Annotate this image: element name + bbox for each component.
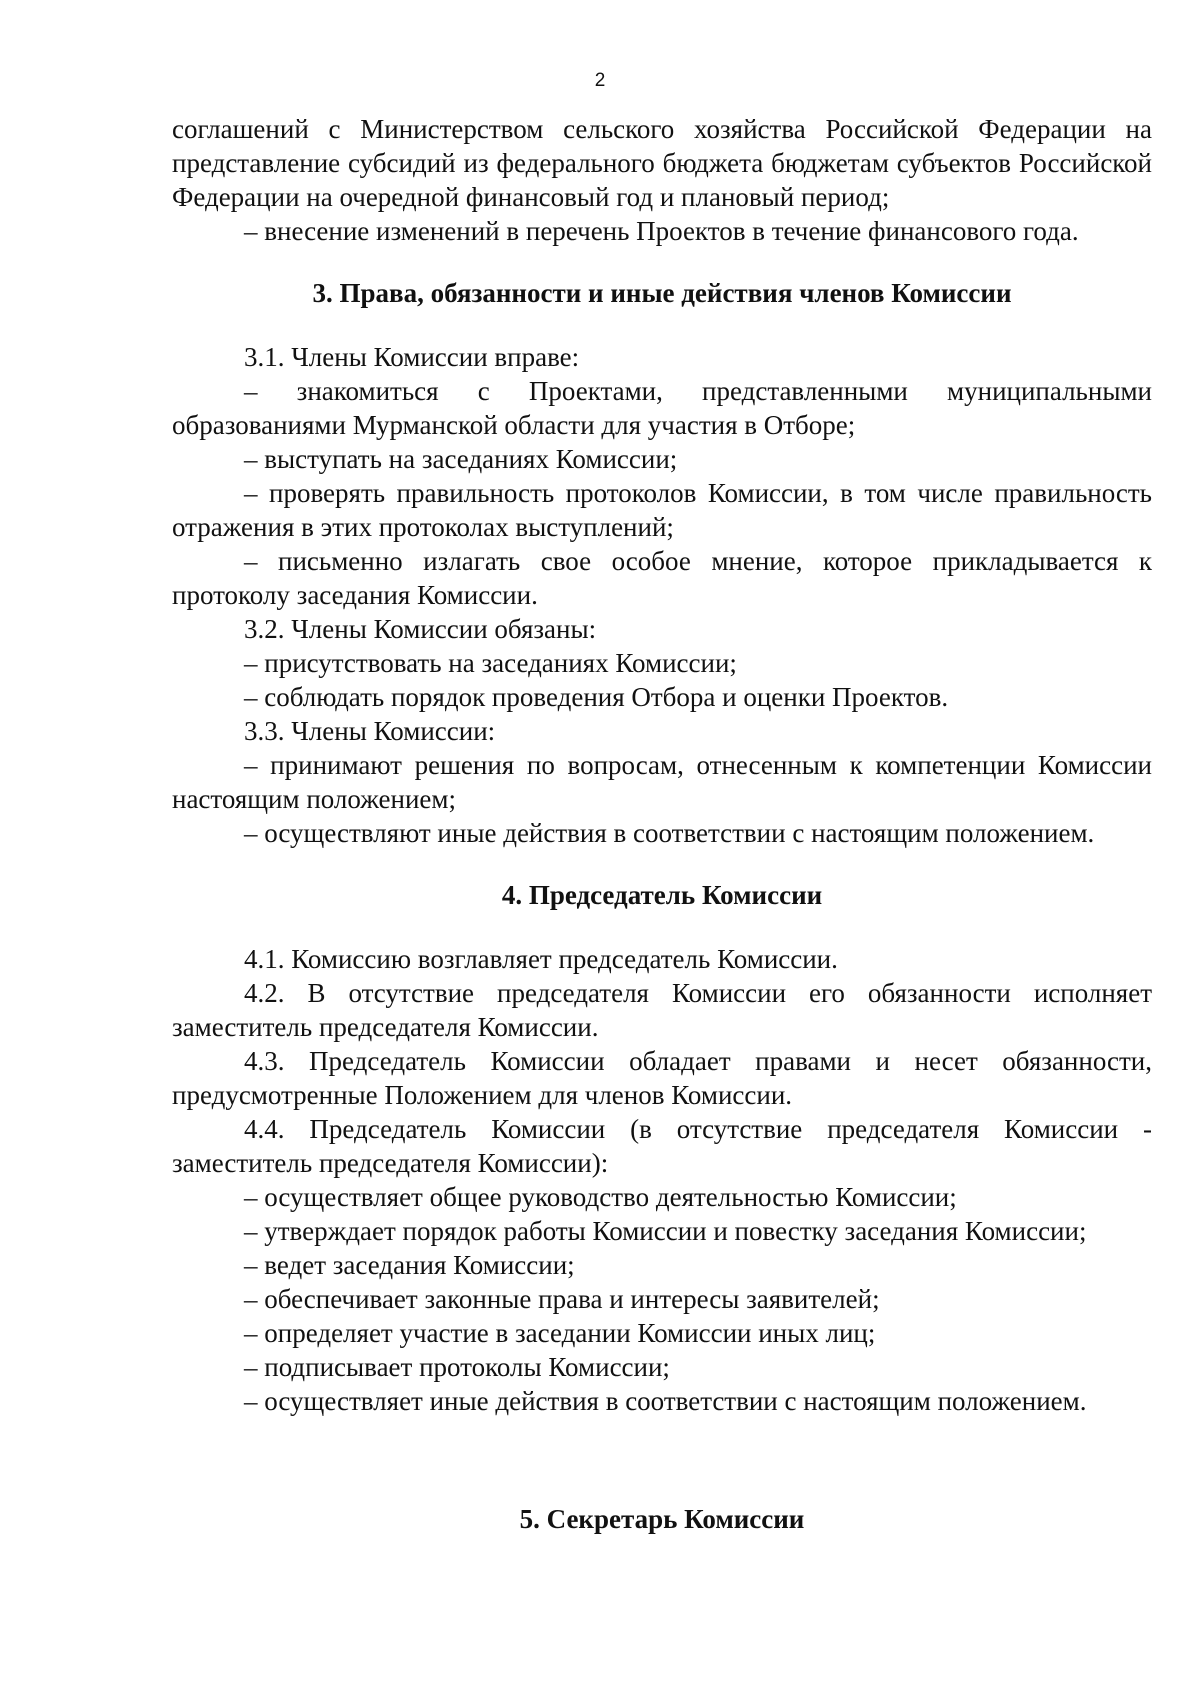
list-item: – письменно излагать свое особое мнение, которое прикладывается к протоколу заседания Комиссии. (172, 546, 1152, 610)
clause-4-1: 4.1. Комиссию возглавляет председатель Комиссии. (244, 944, 838, 974)
list-item: – определяет участие в заседании Комиссии иных лиц; (244, 1318, 876, 1348)
list-item: – выступать на заседаниях Комиссии; (244, 444, 678, 474)
intro-list-item: – внесение изменений в перечень Проектов в течение финансового года. (244, 216, 1079, 246)
section-4-heading: 4. Председатель Комиссии (501, 880, 823, 910)
clause-3-2: 3.2. Члены Комиссии обязаны: (244, 614, 597, 644)
list-item: – утверждает порядок работы Комиссии и повестку заседания Комиссии; (244, 1216, 1087, 1246)
list-item: – осуществляют иные действия в соответствии с настоящим положением. (244, 818, 1095, 848)
list-item: – присутствовать на заседаниях Комиссии; (244, 648, 737, 678)
clause-4-4: 4.4. Председатель Комиссии (в отсутствие председателя Комиссии - заместитель председателя Комиссии): (172, 1114, 1152, 1178)
list-item: – принимают решения по вопросам, отнесенным к компетенции Комиссии настоящим положением; (172, 750, 1152, 814)
clause-4-3: 4.3. Председатель Комиссии обладает правами и несет обязанности, предусмотренные Положением для членов Комиссии. (172, 1046, 1152, 1110)
intro-paragraph: соглашений с Министерством сельского хозяйства Российской Федерации на представление субсидий из федерального бюджета бюджетам субъектов Российской Федерации на очередной финансовый год и плановый период; (172, 114, 1152, 212)
list-item: – знакомиться с Проектами, представленными муниципальными образованиями Мурманской области для участия в Отборе; (172, 376, 1152, 440)
page-number: 2 (594, 70, 606, 91)
clause-3-1: 3.1. Члены Комиссии вправе: (244, 342, 580, 372)
list-item: – обеспечивает законные права и интересы заявителей; (244, 1284, 880, 1314)
clause-3-3: 3.3. Члены Комиссии: (244, 716, 496, 746)
list-item: – осуществляет общее руководство деятельностью Комиссии; (244, 1182, 957, 1212)
list-item: – осуществляет иные действия в соответствии с настоящим положением. (244, 1386, 1087, 1416)
list-item: – ведет заседания Комиссии; (244, 1250, 575, 1280)
document-body (172, 112, 1152, 1566)
list-item: – проверять правильность протоколов Комиссии, в том числе правильность отражения в этих протоколах выступлений; (172, 478, 1152, 542)
list-item: – подписывает протоколы Комиссии; (244, 1352, 670, 1382)
list-item: – соблюдать порядок проведения Отбора и оценки Проектов. (244, 682, 949, 712)
section-3-heading: 3. Права, обязанности и иные действия членов Комиссии (312, 278, 1012, 308)
section-5-heading: 5. Секретарь Комиссии (519, 1504, 805, 1534)
clause-4-2: 4.2. В отсутствие председателя Комиссии его обязанности исполняет заместитель председателя Комиссии. (172, 978, 1152, 1042)
